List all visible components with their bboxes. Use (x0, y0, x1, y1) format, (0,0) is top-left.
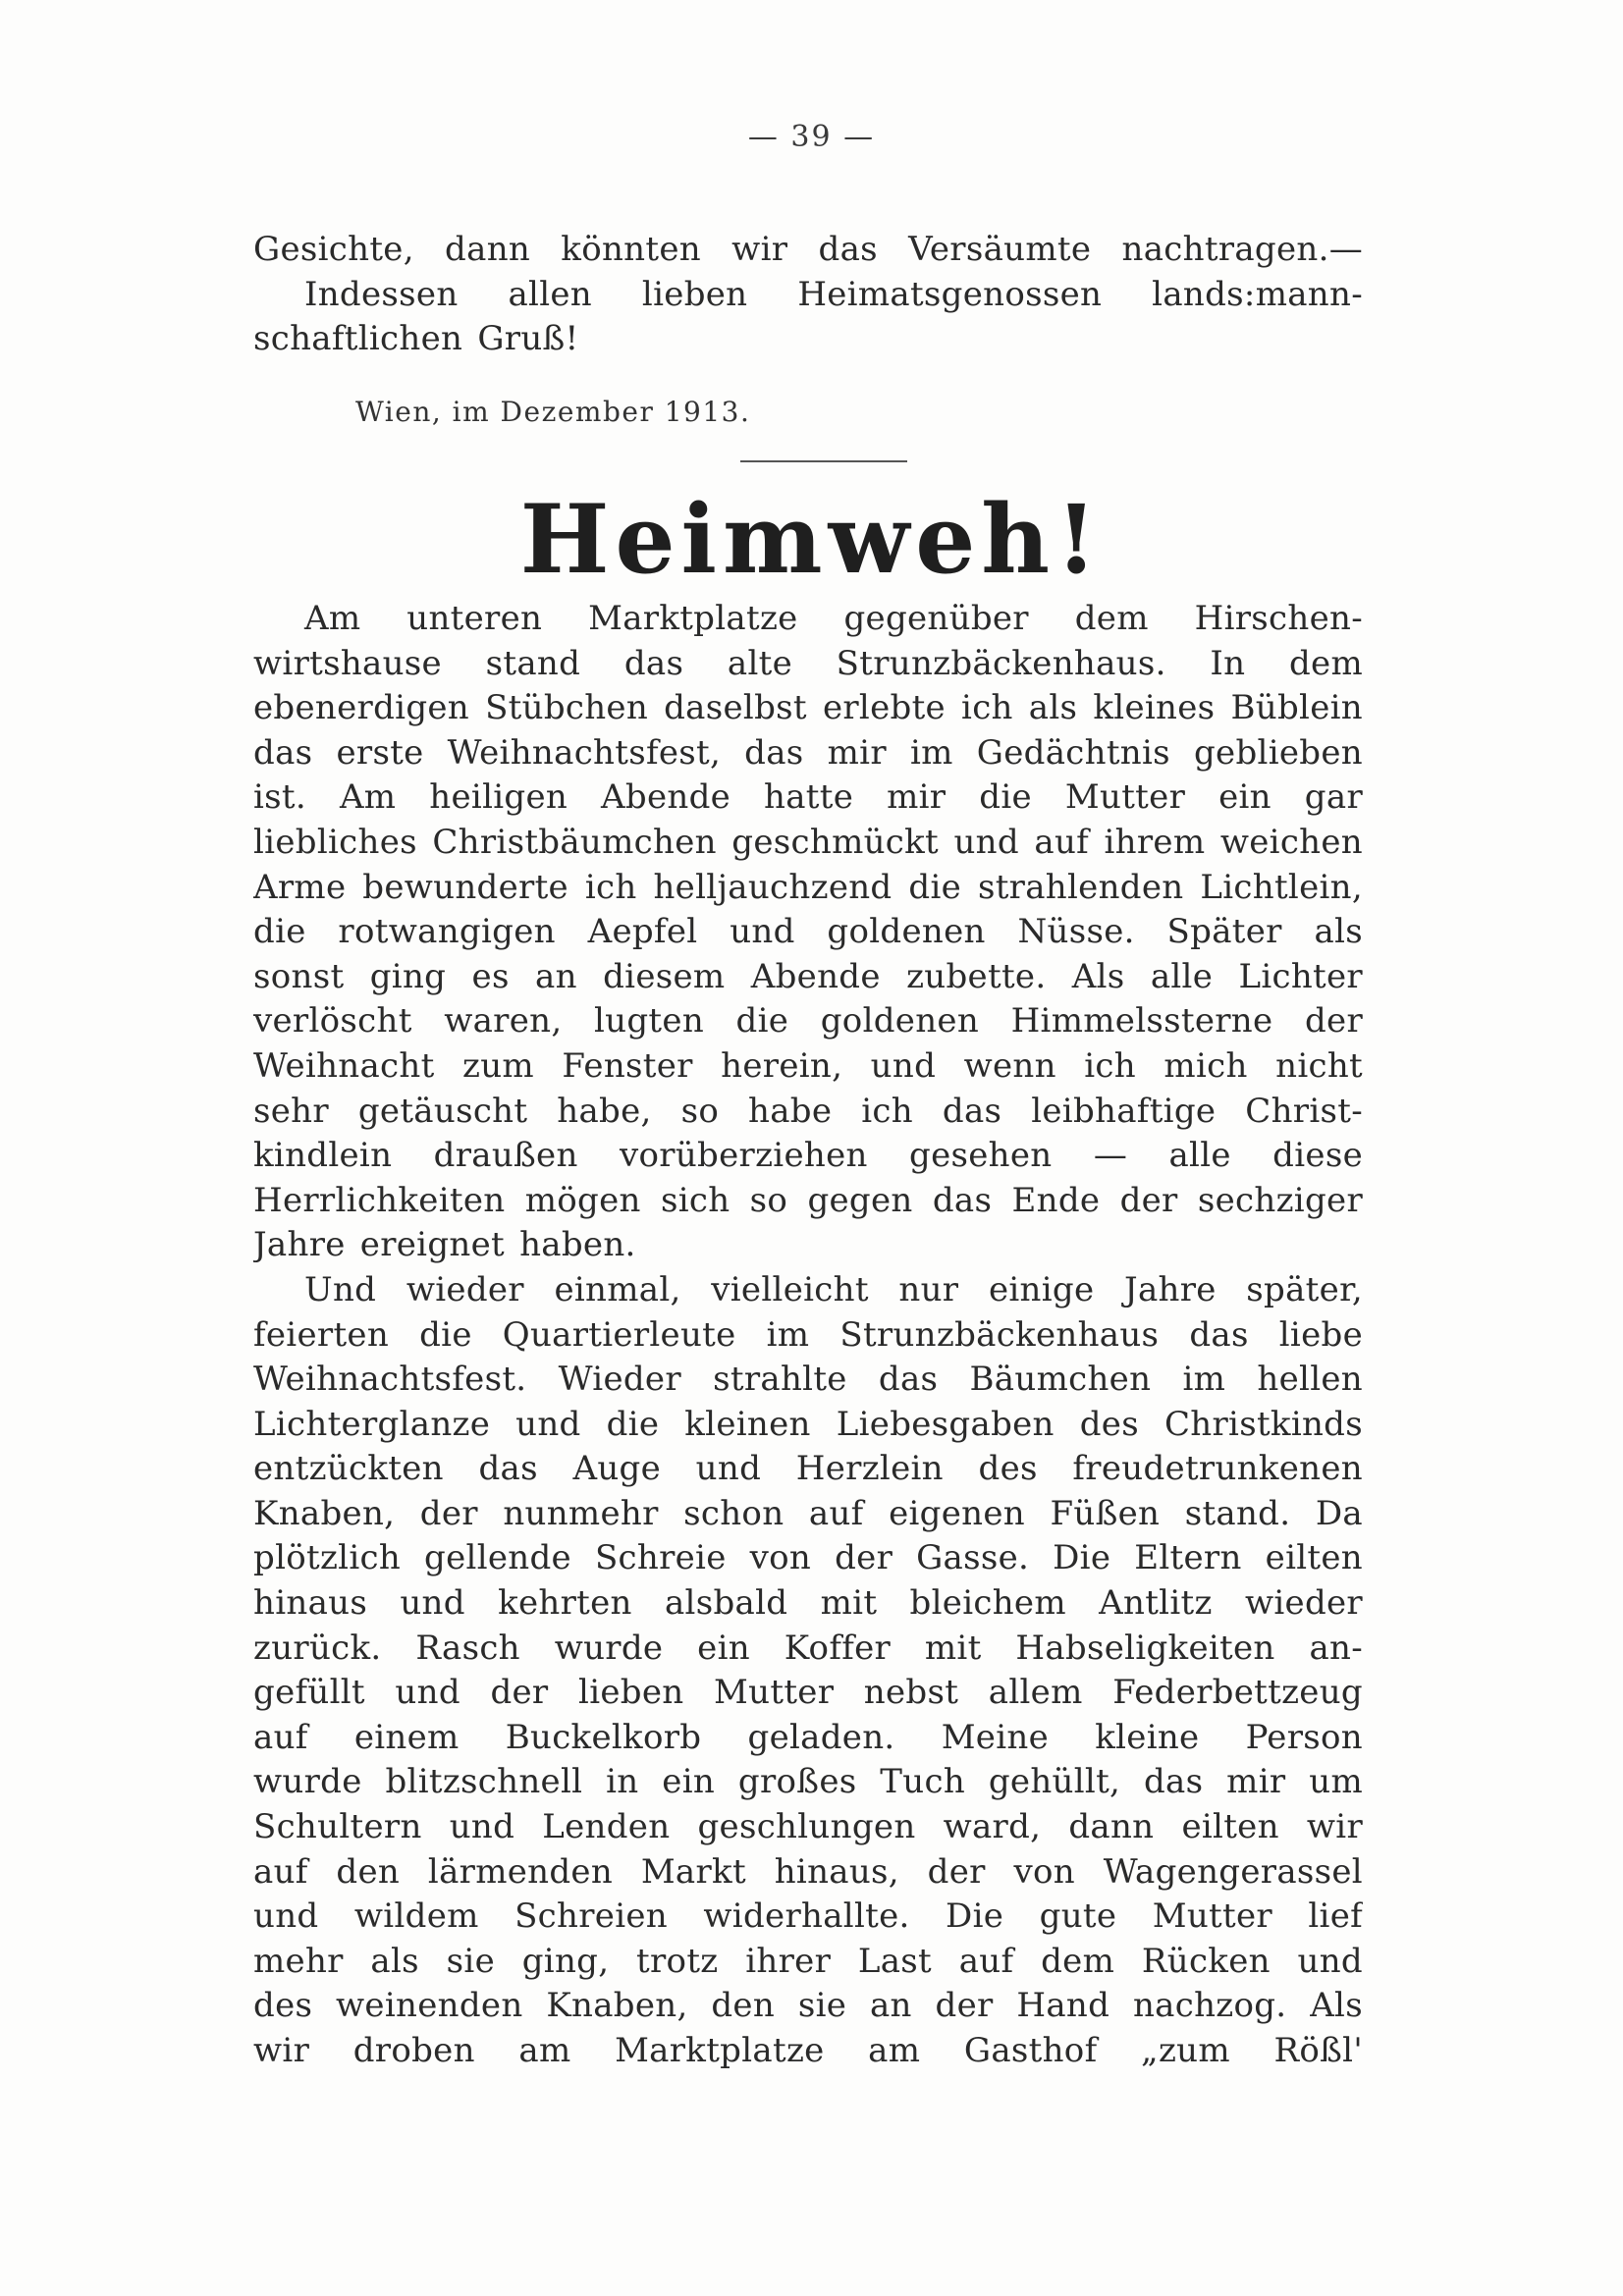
text-line: schaftlichen Gruß! (253, 319, 579, 359)
text-line: Lichterglanze und die kleinen Liebesgaben des Christkinds (253, 1404, 1363, 1444)
text-line: das erste Weihnachtsfest, das mir im Gedächtnis geblieben (253, 732, 1363, 773)
text-line: wurde blitzschnell in ein großes Tuch gehüllt, das mir um (253, 1762, 1363, 1802)
text-line: und wildem Schreien widerhallte. Die gute Mutter lief (253, 1896, 1363, 1937)
section-heading: Heimweh! (519, 484, 1104, 595)
text-line: feierten die Quartierleute im Strunzbäckenhaus das liebe (253, 1314, 1363, 1355)
text-line: Jahre ereignet haben. (253, 1225, 636, 1265)
text-line: des weinenden Knaben, den sie an der Hand nachzog. Als (253, 1986, 1363, 2026)
text-line: Weihnachtsfest. Wieder strahlte das Bäumchen im hellen (253, 1360, 1363, 1400)
text-line: Herrlichkeiten mögen sich so gegen das Ende der sechziger (253, 1180, 1363, 1220)
text-line: sehr getäuscht habe, so habe ich das leibhaftige Christ- (253, 1091, 1363, 1131)
section-divider (740, 460, 907, 462)
text-line: mehr als sie ging, trotz ihrer Last auf dem Rücken und (253, 1941, 1363, 1981)
text-line: plötzlich gellende Schreie von der Gasse. Die Eltern eilten (253, 1538, 1363, 1578)
text-line: sonst ging es an diesem Abende zubette. Als alle Lichter (253, 956, 1363, 996)
text-line: Am unteren Marktplatze gegenüber dem Hirschen- (304, 599, 1363, 638)
body-paragraphs (253, 597, 1363, 2074)
text-line: wir droben am Marktplatze am Gasthof „zum Rößl' (253, 2031, 1363, 2070)
text-line: gefüllt und der lieben Mutter nebst allem Federbettzeug (253, 1673, 1363, 1713)
text-line: zurück. Rasch wurde ein Koffer mit Habseligkeiten an- (253, 1628, 1363, 1668)
text-line: Knaben, der nunmehr schon auf eigenen Füßen stand. Da (253, 1493, 1363, 1533)
text-line: ebenerdigen Stübchen daselbst erlebte ich als kleines Büblein (253, 688, 1363, 728)
text-line: Arme bewunderte ich helljauchzend die strahlenden Lichtlein, (253, 867, 1363, 907)
text-line: kindlein draußen vorüberziehen gesehen — alle diese (253, 1136, 1363, 1176)
dateline: Wien, im Dezember 1913. (355, 396, 751, 428)
page-number: — 39 — (747, 120, 876, 154)
text-line: liebliches Christbäumchen geschmückt und auf ihrem weichen (253, 822, 1363, 862)
text-line: Und wieder einmal, vielleicht nur einige Jahre später, (304, 1269, 1363, 1309)
text-line: die rotwangigen Aepfel und goldenen Nüsse. Später als (253, 912, 1363, 952)
text-line: verlöscht waren, lugten die goldenen Himmelssterne der (253, 1001, 1363, 1041)
text-line: ist. Am heiligen Abende hatte mir die Mutter ein gar (253, 777, 1363, 818)
text-line: Indessen allen lieben Heimatsgenossen lands:mann- (304, 274, 1363, 314)
text-line: Weihnacht zum Fenster herein, und wenn ich mich nicht (253, 1045, 1363, 1086)
text-line: wirtshause stand das alte Strunzbäckenhaus. In dem (253, 643, 1363, 683)
text-line: auf den lärmenden Markt hinaus, der von Wagengerassel (253, 1851, 1363, 1892)
text-line: entzückten das Auge und Herzlein des freudetrunkenen (253, 1449, 1363, 1489)
text-line: Gesichte, dann könnten wir das Versäumte nachtragen.— (253, 230, 1363, 269)
text-line: auf einem Buckelkorb geladen. Meine kleine Person (253, 1717, 1363, 1757)
text-line: Schultern und Lenden geschlungen ward, dann eilten wir (253, 1807, 1363, 1847)
text-line: hinaus und kehrten alsbald mit bleichem Antlitz wieder (253, 1583, 1363, 1624)
intro-paragraph (253, 228, 1363, 362)
